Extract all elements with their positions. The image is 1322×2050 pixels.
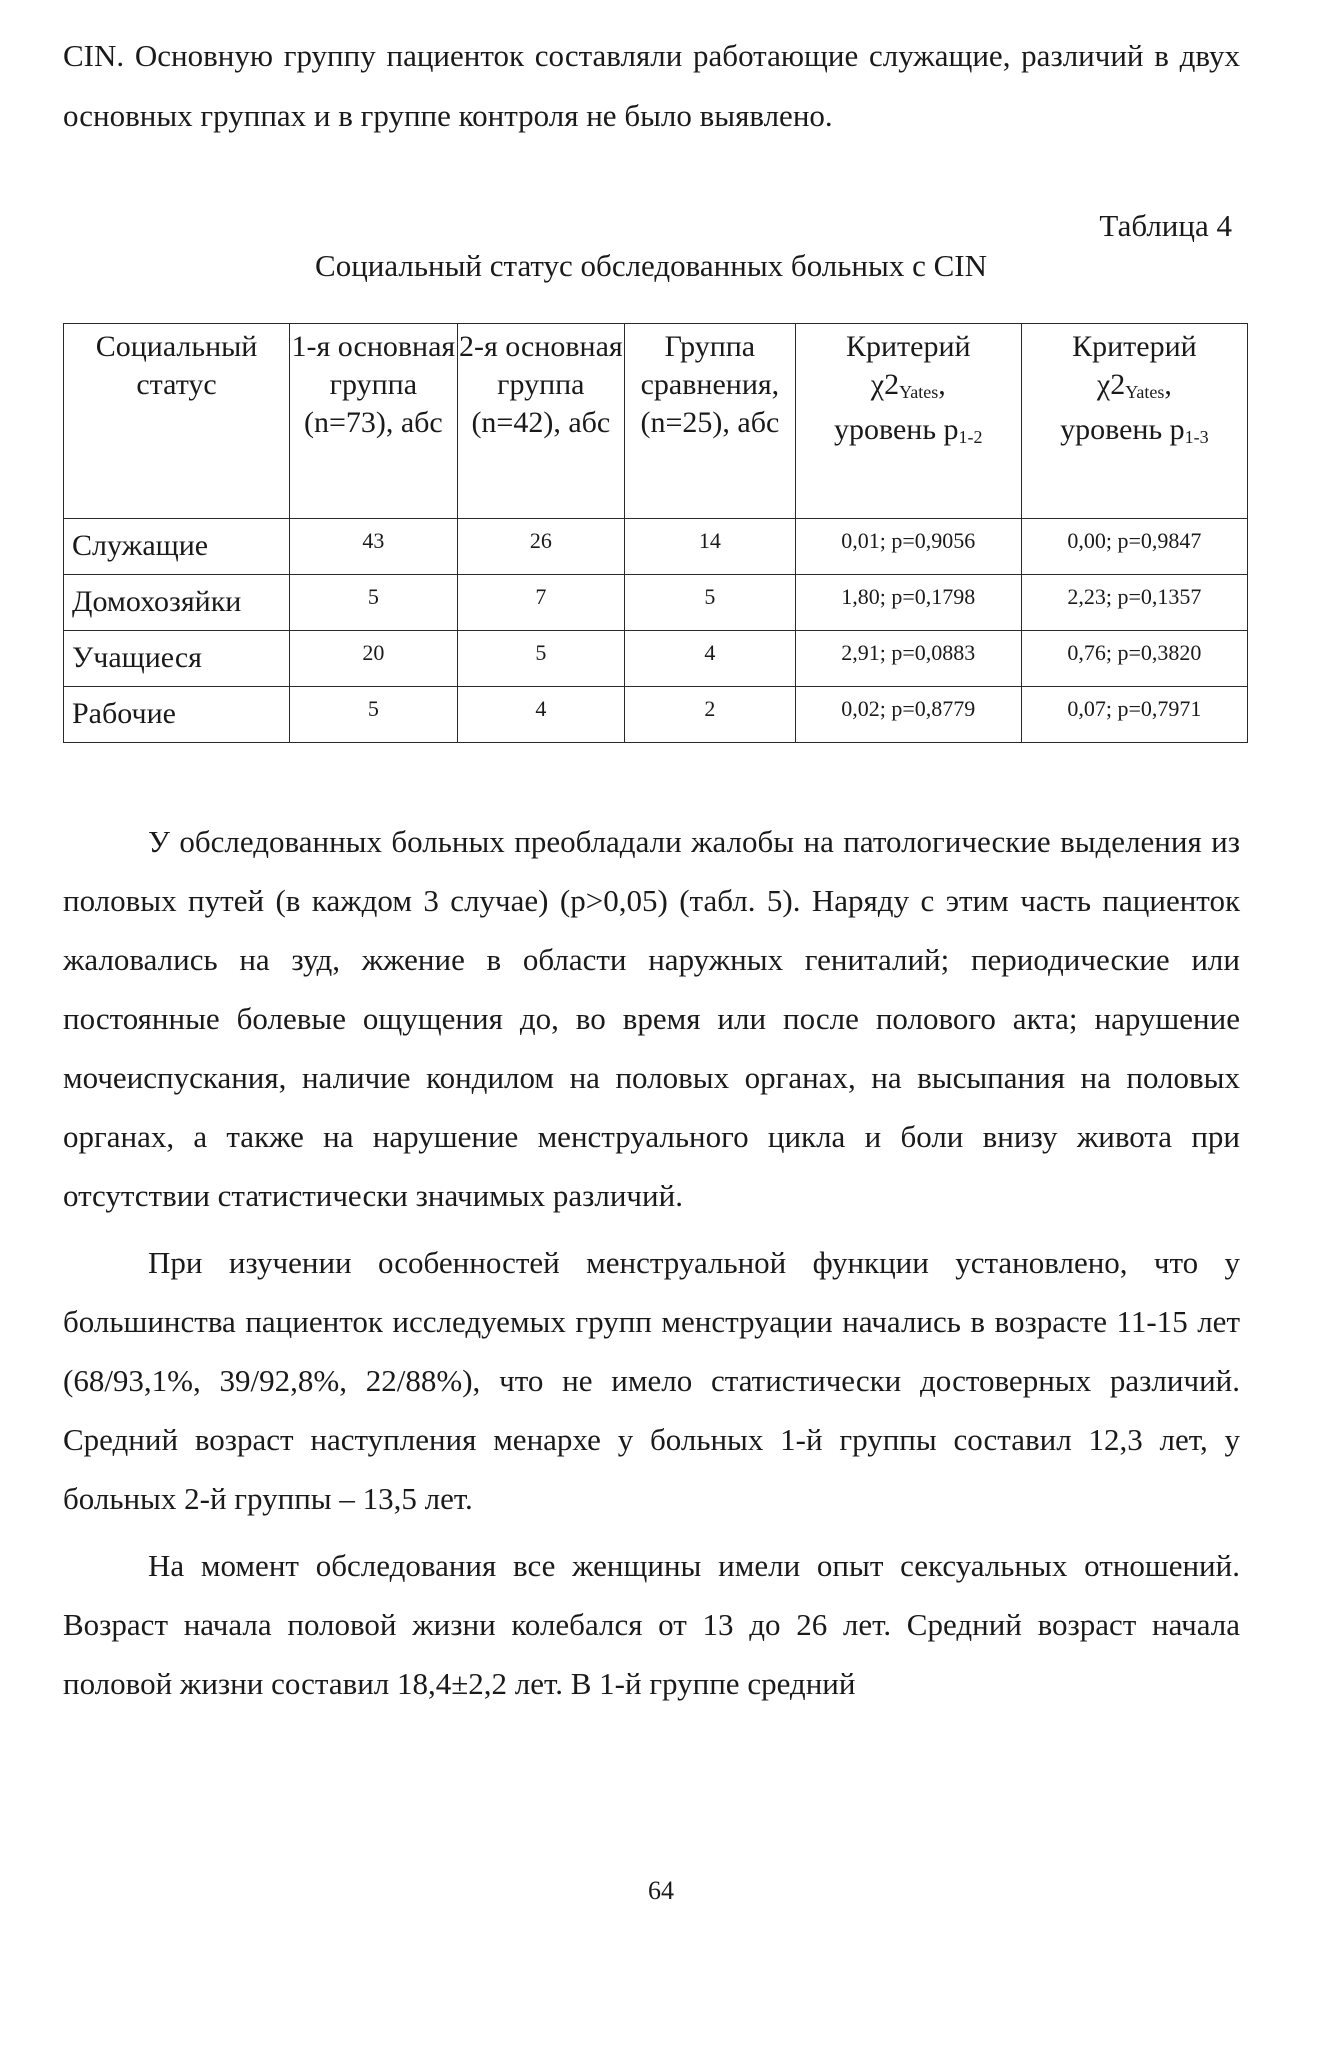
level-label: уровень p	[1060, 413, 1185, 446]
cell-compare: 4	[625, 631, 796, 687]
cell-group2: 4	[457, 687, 624, 743]
cell-criterion-1-2: 0,01; p=0,9056	[795, 519, 1021, 575]
paragraph-menstrual: При изучении особенностей менструальной функции установлено, что у большинства пациенток исследуемых групп менструации начались в возрасте 11-15 лет (68/93,1%, 39/92,8%, 22/88%), что не имело статистически достоверных различий. Средний возраст наступления менархе у больных 1-й группы составил 12,3 лет, у больных 2-й группы – 13,5 лет.	[63, 1245, 1240, 1516]
level-subscript: 1-2	[958, 427, 983, 447]
social-status-table	[63, 323, 1248, 743]
table-title: Социальный статус обследованных больных с CIN	[315, 248, 987, 283]
cell-group1: 20	[290, 631, 457, 687]
yates-subscript: Yates	[899, 382, 939, 402]
table-row	[64, 687, 1248, 743]
cell-group1: 43	[290, 519, 457, 575]
cell-criterion-1-2: 2,91; p=0,0883	[795, 631, 1021, 687]
intro-paragraph: CIN. Основную группу пациенток составляли работающие служащие, различий в двух основных группах и в группе контроля не было выявлено.	[63, 38, 1240, 133]
level-subscript: 1-3	[1184, 427, 1209, 447]
yates-subscript: Yates	[1125, 382, 1165, 402]
cell-criterion-1-2: 1,80; p=0,1798	[795, 575, 1021, 631]
level-label: уровень p	[833, 413, 959, 446]
table-row	[64, 575, 1248, 631]
cell-group1: 5	[290, 687, 457, 743]
row-status: Учащиеся	[64, 631, 290, 687]
cell-compare: 2	[625, 687, 796, 743]
cell-criterion-1-3: 2,23; p=0,1357	[1021, 575, 1247, 631]
header-criterion-1-3: Критерий $\chi 2_{Yates}$, уровень $p_{1-3}$	[1021, 324, 1247, 519]
criterion-title: Критерий	[845, 330, 971, 363]
table-label: Таблица 4	[1099, 208, 1232, 243]
page-number: 64	[648, 1876, 674, 1905]
header-group2: 2-я основная группа (n=42), абс	[457, 324, 624, 519]
cell-group1: 5	[290, 575, 457, 631]
cell-criterion-1-2: 0,02; p=0,8779	[795, 687, 1021, 743]
row-status: Служащие	[64, 519, 290, 575]
cell-criterion-1-3: 0,00; p=0,9847	[1021, 519, 1247, 575]
body-text	[63, 812, 1240, 1713]
row-status: Домохозяйки	[64, 575, 290, 631]
table-row	[64, 519, 1248, 575]
header-status: Социальный статус	[64, 324, 290, 519]
paragraph-complaints: У обследованных больных преобладали жалобы на патологические выделения из половых путей (в каждом 3 случае) (p>0,05) (табл. 5). Наряду с этим часть пациенток жаловались на зуд, жжение в области наружных гениталий; периодические или постоянные болевые ощущения до, во время или после полового акта; нарушение мочеиспускания, наличие кондилом на половых органах, на высыпания на половых органах, а также на нарушение менструального цикла и боли внизу живота при отсутствии статистически значимых различий.	[63, 824, 1240, 1213]
paragraph-sexual: На момент обследования все женщины имели опыт сексуальных отношений. Возраст начала половой жизни колебался от 13 до 26 лет. Средний возраст начала половой жизни составил 18,4±2,2 лет. В 1-й группе средний	[63, 1548, 1240, 1701]
cell-group2: 26	[457, 519, 624, 575]
table-header-row	[64, 324, 1248, 519]
cell-group2: 5	[457, 631, 624, 687]
cell-compare: 14	[625, 519, 796, 575]
row-status: Рабочие	[64, 687, 290, 743]
cell-criterion-1-3: 0,76; p=0,3820	[1021, 631, 1247, 687]
table-row	[64, 631, 1248, 687]
header-criterion-1-2: Критерий $\chi 2_{Yates}$, уровень $p_{1-2}$	[795, 324, 1021, 519]
header-group1: 1-я основная группа (n=73), абс	[290, 324, 457, 519]
chi-square-symbol: χ2	[870, 368, 900, 401]
cell-group2: 7	[457, 575, 624, 631]
cell-compare: 5	[625, 575, 796, 631]
cell-criterion-1-3: 0,07; p=0,7971	[1021, 687, 1247, 743]
chi-square-symbol: χ2	[1096, 368, 1126, 401]
criterion-title: Критерий	[1072, 330, 1197, 363]
header-compare: Группа сравнения, (n=25), абс	[625, 324, 796, 519]
